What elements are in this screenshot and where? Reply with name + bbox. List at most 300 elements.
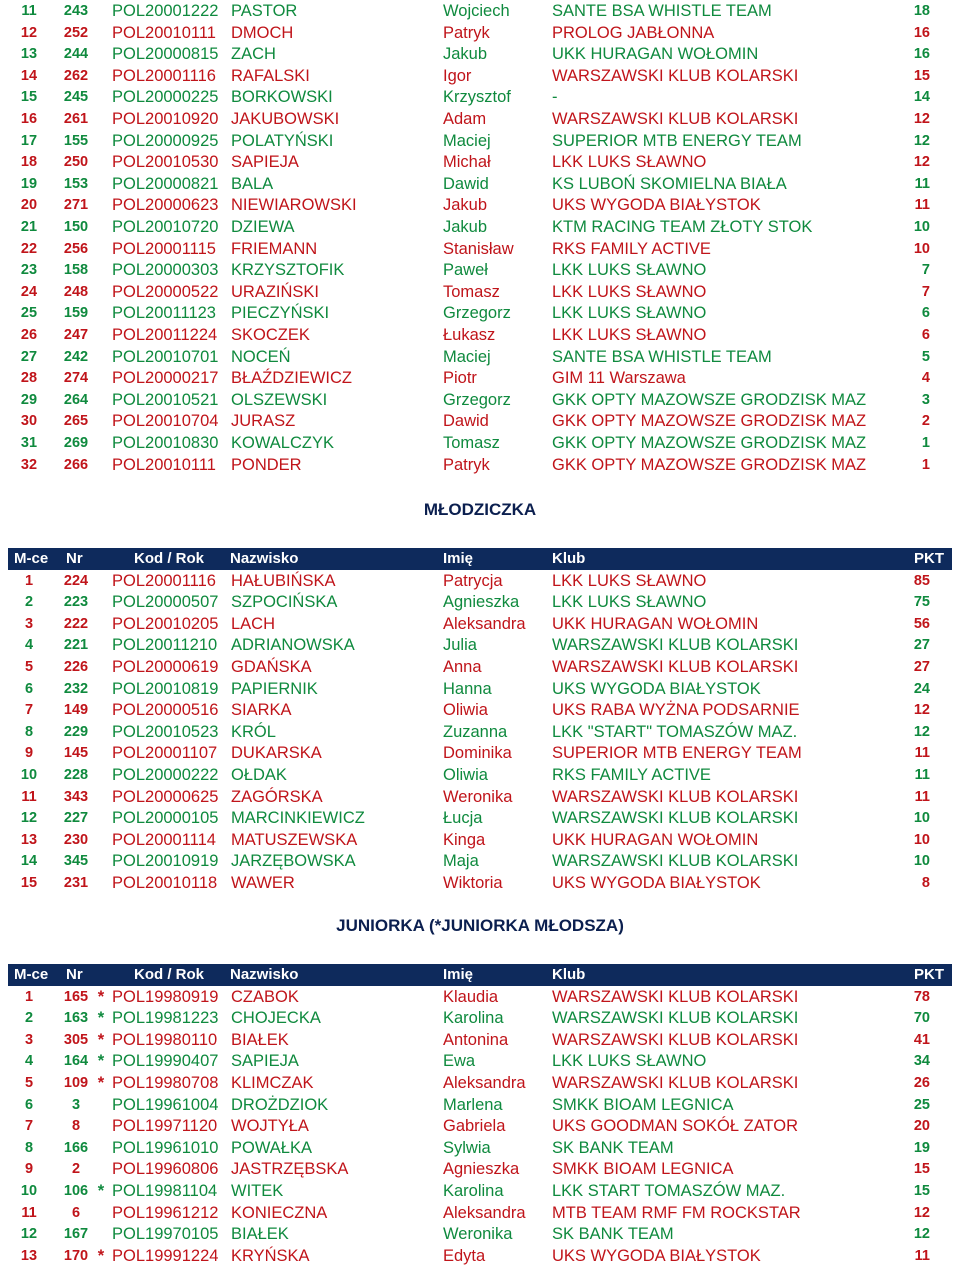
section-title: JUNIORKA (*JUNIORKA MŁODSZA)	[336, 916, 624, 935]
firstname-cell: Weronika	[443, 787, 513, 806]
place-cell: 13	[20, 1247, 38, 1264]
place-cell: 26	[20, 327, 38, 343]
place-cell: 2	[24, 594, 34, 611]
firstname-cell: Krzysztof	[443, 88, 511, 107]
surname-cell: WOJTYŁA	[231, 1117, 309, 1136]
place-cell: 10	[20, 1182, 38, 1199]
surname-cell: HAŁUBIŃSKA	[231, 571, 336, 590]
table-row	[0, 743, 960, 765]
place-cell: 30	[20, 413, 38, 430]
place-cell: 3	[24, 1031, 34, 1048]
club-cell: LKK LUKS SŁAWNO	[552, 153, 707, 172]
number-cell: 158	[63, 262, 89, 279]
number-cell: 163	[63, 1010, 89, 1027]
firstname-cell: Julia	[443, 636, 477, 655]
surname-cell: JASTRZĘBSKA	[231, 1160, 349, 1179]
code-cell: POL20010701	[112, 347, 219, 366]
code-cell: POL20001116	[112, 571, 216, 590]
firstname-cell: Oliwia	[443, 765, 488, 784]
table-row	[0, 987, 960, 1009]
place-cell: 22	[20, 240, 38, 257]
code-cell: POL20010919	[112, 852, 219, 871]
place-cell: 3	[24, 615, 34, 632]
club-cell: PROLOG JABŁONNA	[552, 23, 715, 42]
place-cell: 1	[24, 988, 34, 1005]
header-club: Klub	[552, 550, 586, 567]
code-cell: POL20001107	[112, 744, 218, 763]
table-row	[0, 808, 960, 830]
place-cell: 11	[21, 1204, 37, 1221]
surname-cell: ADRIANOWSKA	[231, 636, 355, 655]
number-cell: 150	[63, 219, 89, 235]
points-cell: 3	[921, 391, 930, 408]
junior-marker: *	[97, 1246, 105, 1265]
points-cell: 14	[913, 89, 930, 106]
number-cell: 261	[63, 111, 89, 127]
code-cell: POL19980919	[112, 987, 219, 1006]
surname-cell: SAPIEJA	[231, 153, 299, 172]
number-cell: 343	[63, 788, 89, 805]
surname-cell: DROŻDZIOK	[231, 1095, 329, 1114]
surname-cell: URAZIŃSKI	[231, 282, 320, 301]
club-cell: SK BANK TEAM	[552, 1225, 674, 1244]
table-row	[0, 1008, 960, 1030]
surname-cell: WITEK	[231, 1181, 284, 1200]
firstname-cell: Weronika	[443, 1225, 513, 1244]
points-cell: 10	[913, 219, 930, 235]
table-row	[0, 195, 960, 217]
table-row	[0, 131, 960, 153]
firstname-cell: Grzegorz	[443, 304, 511, 323]
place-cell: 9	[24, 1161, 34, 1178]
firstname-cell: Michał	[443, 153, 491, 172]
number-cell: 252	[63, 24, 89, 41]
club-cell: WARSZAWSKI KLUB KOLARSKI	[552, 1030, 799, 1049]
number-cell: 230	[63, 831, 89, 848]
surname-cell: FRIEMANN	[231, 239, 318, 258]
table-row	[0, 174, 960, 196]
number-cell: 145	[63, 745, 89, 762]
firstname-cell: Aleksandra	[443, 1203, 526, 1222]
number-cell: 6	[71, 1204, 81, 1221]
points-cell: 27	[913, 637, 930, 654]
header-surname: Nazwisko	[230, 550, 299, 567]
header-club: Klub	[552, 966, 586, 983]
table-row	[0, 390, 960, 412]
code-cell: POL20001116	[112, 66, 216, 85]
table-row	[0, 1224, 960, 1246]
number-cell: 262	[63, 67, 89, 84]
number-cell: 271	[63, 197, 89, 214]
points-cell: 70	[913, 1010, 930, 1027]
junior-marker: *	[97, 1009, 105, 1028]
code-cell: POL19961010	[112, 1138, 219, 1157]
club-cell: UKK HURAGAN WOŁOMIN	[552, 614, 759, 633]
firstname-cell: Łucja	[443, 809, 483, 828]
number-cell: 155	[63, 132, 89, 149]
number-cell: 250	[63, 154, 89, 171]
firstname-cell: Łukasz	[443, 326, 496, 344]
points-cell: 2	[921, 413, 930, 430]
place-cell: 11	[21, 3, 37, 19]
number-cell: 264	[63, 391, 89, 408]
club-cell: WARSZAWSKI KLUB KOLARSKI	[552, 1073, 799, 1092]
points-cell: 12	[913, 702, 930, 719]
surname-cell: BIAŁEK	[231, 1030, 289, 1049]
club-cell: GKK OPTY MAZOWSZE GRODZISK MAZ	[552, 434, 867, 452]
table-row	[0, 368, 960, 390]
surname-cell: LACH	[231, 614, 276, 633]
number-cell: 8	[71, 1118, 81, 1135]
surname-cell: KRYŃSKA	[231, 1246, 310, 1265]
points-cell: 8	[921, 874, 930, 891]
header-number: Nr	[66, 966, 83, 983]
firstname-cell: Aleksandra	[443, 614, 526, 633]
surname-cell: BIAŁEK	[231, 1225, 289, 1244]
code-cell: POL20010111	[112, 455, 216, 474]
club-cell: UKK HURAGAN WOŁOMIN	[552, 830, 759, 849]
place-cell: 14	[20, 853, 38, 870]
surname-cell: ZACH	[231, 45, 276, 64]
code-cell: POL20000105	[112, 809, 219, 828]
table-row	[0, 87, 960, 109]
table-row	[0, 765, 960, 787]
club-cell: UKS WYGODA BIAŁYSTOK	[552, 196, 761, 215]
firstname-cell: Edyta	[443, 1246, 486, 1265]
table-row	[0, 614, 960, 636]
firstname-cell: Maja	[443, 852, 479, 871]
points-cell: 7	[921, 262, 930, 279]
number-cell: 227	[63, 810, 89, 827]
points-cell: 26	[913, 1074, 930, 1091]
code-cell: POL20010819	[112, 679, 219, 698]
firstname-cell: Ewa	[443, 1052, 476, 1071]
number-cell: 248	[63, 283, 89, 300]
club-cell: UKK HURAGAN WOŁOMIN	[552, 45, 759, 64]
club-cell: LKK LUKS SŁAWNO	[552, 304, 707, 323]
points-cell: 34	[913, 1053, 930, 1070]
surname-cell: KOWALCZYK	[231, 434, 334, 452]
firstname-cell: Tomasz	[443, 282, 500, 301]
code-cell: POL19961212	[112, 1203, 219, 1222]
place-cell: 15	[20, 89, 38, 106]
table-row	[0, 109, 960, 131]
club-cell: LKK LUKS SŁAWNO	[552, 326, 707, 344]
code-cell: POL20000815	[112, 45, 219, 64]
place-cell: 17	[20, 132, 38, 149]
firstname-cell: Patrycja	[443, 571, 503, 590]
club-cell: WARSZAWSKI KLUB KOLARSKI	[552, 852, 799, 871]
code-cell: POL19981104	[112, 1181, 218, 1200]
firstname-cell: Oliwia	[443, 701, 488, 720]
club-cell: SUPERIOR MTB ENERGY TEAM	[552, 131, 802, 150]
club-cell: GKK OPTY MAZOWSZE GRODZISK MAZ	[552, 455, 867, 474]
firstname-cell: Maciej	[443, 347, 491, 366]
code-cell: POL20001222	[112, 2, 219, 20]
table-row	[0, 700, 960, 722]
table-row	[0, 23, 960, 45]
points-cell: 1	[921, 456, 930, 473]
number-cell: 170	[63, 1247, 89, 1264]
number-cell: 242	[63, 348, 89, 365]
surname-cell: MATUSZEWSKA	[231, 830, 358, 849]
points-cell: 7	[921, 283, 930, 300]
firstname-cell: Maciej	[443, 131, 491, 150]
firstname-cell: Karolina	[443, 1181, 504, 1200]
number-cell: 247	[63, 327, 89, 343]
points-cell: 75	[913, 594, 930, 611]
code-cell: POL19980110	[112, 1030, 218, 1049]
club-cell: MTB TEAM RMF FM ROCKSTAR	[552, 1203, 801, 1222]
points-cell: 15	[913, 67, 930, 84]
number-cell: 226	[63, 658, 89, 675]
code-cell: POL20000619	[112, 657, 219, 676]
number-cell: 265	[63, 413, 89, 430]
code-cell: POL20011224	[112, 326, 218, 344]
header-number: Nr	[66, 550, 83, 567]
table-row	[0, 325, 960, 347]
code-cell: POL20010205	[112, 614, 219, 633]
firstname-cell: Piotr	[443, 369, 477, 388]
club-cell: UKS RABA WYŻNA PODSARNIE	[552, 701, 800, 720]
club-cell: GKK OPTY MAZOWSZE GRODZISK MAZ	[552, 390, 867, 409]
code-cell: POL20000507	[112, 593, 219, 612]
firstname-cell: Hanna	[443, 679, 492, 698]
points-cell: 15	[913, 1182, 930, 1199]
table-row	[0, 1, 960, 23]
junior-marker: *	[97, 1181, 105, 1200]
firstname-cell: Adam	[443, 110, 487, 128]
table-row	[0, 303, 960, 325]
firstname-cell: Dominika	[443, 744, 512, 763]
place-cell: 4	[24, 637, 34, 654]
club-cell: WARSZAWSKI KLUB KOLARSKI	[552, 110, 799, 128]
surname-cell: RAFALSKI	[231, 66, 310, 85]
club-cell: LKK LUKS SŁAWNO	[552, 571, 707, 590]
club-cell: WARSZAWSKI KLUB KOLARSKI	[552, 809, 799, 828]
table-row	[0, 571, 960, 593]
surname-cell: NIEWIAROWSKI	[231, 196, 357, 215]
number-cell: 266	[63, 456, 89, 473]
header-place: M-ce	[14, 966, 49, 983]
points-cell: 5	[921, 348, 930, 365]
place-cell: 4	[24, 1053, 34, 1070]
surname-cell: JARZĘBOWSKA	[231, 852, 356, 871]
place-cell: 23	[20, 262, 38, 279]
points-cell: 6	[921, 305, 930, 322]
firstname-cell: Paweł	[443, 261, 488, 280]
code-cell: POL19960806	[112, 1160, 219, 1179]
firstname-cell: Jakub	[443, 218, 488, 236]
surname-cell: PONDER	[231, 455, 302, 474]
club-cell: WARSZAWSKI KLUB KOLARSKI	[552, 987, 799, 1006]
number-cell: 149	[63, 702, 89, 719]
place-cell: 27	[20, 348, 38, 365]
place-cell: 31	[20, 435, 38, 451]
points-cell: 19	[913, 1139, 930, 1156]
place-cell: 12	[20, 810, 38, 827]
club-cell: UKS WYGODA BIAŁYSTOK	[552, 873, 761, 892]
place-cell: 5	[24, 1074, 34, 1091]
points-cell: 25	[913, 1096, 930, 1113]
code-cell: POL19961004	[112, 1095, 219, 1114]
club-cell: LKK START TOMASZÓW MAZ.	[552, 1181, 786, 1200]
number-cell: 222	[63, 615, 89, 632]
points-cell: 1	[921, 435, 930, 451]
firstname-cell: Tomasz	[443, 434, 500, 452]
surname-cell: CZABOK	[231, 987, 299, 1006]
table-row	[0, 635, 960, 657]
club-cell: KTM RACING TEAM ZŁOTY STOK	[552, 218, 813, 236]
number-cell: 345	[63, 853, 89, 870]
header-surname: Nazwisko	[230, 966, 299, 983]
table-row	[0, 1159, 960, 1181]
surname-cell: POWAŁKA	[231, 1138, 312, 1157]
header-firstname: Imię	[443, 550, 474, 567]
code-cell: POL20010530	[112, 153, 219, 172]
code-cell: POL20000623	[112, 196, 219, 215]
surname-cell: SAPIEJA	[231, 1052, 299, 1071]
firstname-cell: Jakub	[443, 196, 488, 215]
table-row	[0, 217, 960, 239]
club-cell: SK BANK TEAM	[552, 1138, 674, 1157]
points-cell: 56	[913, 615, 930, 632]
club-cell: UKS WYGODA BIAŁYSTOK	[552, 1246, 761, 1265]
points-cell: 11	[914, 766, 930, 783]
place-cell: 6	[24, 1096, 34, 1113]
number-cell: 153	[63, 175, 89, 192]
club-cell: GKK OPTY MAZOWSZE GRODZISK MAZ	[552, 412, 867, 431]
club-cell: RKS FAMILY ACTIVE	[552, 239, 711, 258]
club-cell: WARSZAWSKI KLUB KOLARSKI	[552, 657, 799, 676]
code-cell: POL20001115	[112, 239, 216, 258]
table-row	[0, 411, 960, 433]
code-cell: POL20001114	[112, 830, 216, 849]
surname-cell: SKOCZEK	[231, 326, 310, 344]
code-cell: POL19971120	[112, 1117, 218, 1136]
surname-cell: PAPIERNIK	[231, 679, 318, 698]
table-row	[0, 455, 960, 477]
table-row	[0, 787, 960, 809]
points-cell: 12	[913, 132, 930, 149]
code-cell: POL20000222	[112, 765, 219, 784]
number-cell: 229	[63, 723, 89, 740]
table-row	[0, 282, 960, 304]
table-row	[0, 433, 960, 455]
number-cell: 166	[63, 1139, 89, 1156]
points-cell: 18	[913, 3, 930, 19]
code-cell: POL19991224	[112, 1246, 219, 1265]
number-cell: 231	[63, 874, 89, 891]
points-cell: 12	[913, 1204, 930, 1221]
place-cell: 10	[20, 766, 38, 783]
club-cell: SMKK BIOAM LEGNICA	[552, 1160, 734, 1179]
place-cell: 8	[24, 1139, 34, 1156]
header-points: PKT	[914, 550, 944, 567]
place-cell: 32	[20, 456, 38, 473]
surname-cell: JURASZ	[231, 412, 296, 431]
number-cell: 305	[63, 1031, 89, 1048]
points-cell: 16	[913, 24, 930, 41]
header-points: PKT	[914, 966, 944, 983]
surname-cell: OLSZEWSKI	[231, 390, 328, 409]
place-cell: 2	[24, 1010, 34, 1027]
place-cell: 24	[20, 283, 38, 300]
table-row	[0, 152, 960, 174]
points-cell: 12	[913, 154, 930, 171]
club-cell: WARSZAWSKI KLUB KOLARSKI	[552, 66, 799, 85]
firstname-cell: Antonina	[443, 1030, 509, 1049]
club-cell: WARSZAWSKI KLUB KOLARSKI	[552, 1009, 799, 1028]
place-cell: 12	[20, 24, 38, 41]
number-cell: 221	[63, 637, 89, 654]
surname-cell: CHOJECKA	[231, 1009, 321, 1028]
club-cell: LKK LUKS SŁAWNO	[552, 593, 707, 612]
code-cell: POL20000522	[112, 282, 219, 301]
place-cell: 20	[20, 197, 38, 214]
club-cell: RKS FAMILY ACTIVE	[552, 765, 711, 784]
place-cell: 21	[20, 219, 38, 235]
table-row	[0, 1116, 960, 1138]
table-row	[0, 657, 960, 679]
table-row	[0, 66, 960, 88]
club-cell: UKS GOODMAN SOKÓŁ ZATOR	[552, 1117, 799, 1136]
code-cell: POL20011210	[112, 636, 218, 655]
table-row	[0, 1095, 960, 1117]
surname-cell: KRZYSZTOFIK	[231, 261, 345, 280]
points-cell: 11	[914, 788, 930, 805]
points-cell: 11	[914, 197, 930, 214]
place-cell: 14	[20, 67, 38, 84]
place-cell: 19	[20, 175, 38, 192]
table-row	[0, 1030, 960, 1052]
place-cell: 9	[24, 745, 34, 762]
club-cell: WARSZAWSKI KLUB KOLARSKI	[552, 636, 799, 655]
number-cell: 228	[63, 766, 89, 783]
number-cell: 3	[71, 1096, 81, 1113]
junior-marker: *	[97, 1073, 105, 1092]
points-cell: 27	[913, 658, 930, 675]
header-code: Kod / Rok	[134, 966, 204, 983]
place-cell: 18	[20, 154, 38, 171]
surname-cell: WAWER	[231, 873, 295, 892]
place-cell: 8	[24, 723, 34, 740]
place-cell: 1	[24, 572, 34, 589]
club-cell: LKK "START" TOMASZÓW MAZ.	[552, 722, 798, 741]
surname-cell: BŁAŹDZIEWICZ	[231, 369, 353, 388]
number-cell: 167	[63, 1226, 89, 1243]
club-cell: WARSZAWSKI KLUB KOLARSKI	[552, 787, 799, 806]
surname-cell: SZPOCIŃSKA	[231, 593, 338, 612]
firstname-cell: Klaudia	[443, 987, 499, 1006]
firstname-cell: Stanisław	[443, 239, 514, 258]
surname-cell: OŁDAK	[231, 765, 287, 784]
points-cell: 6	[921, 327, 930, 343]
place-cell: 12	[20, 1226, 38, 1243]
place-cell: 15	[20, 874, 38, 891]
section-title: MŁODZICZKA	[423, 500, 537, 519]
firstname-cell: Gabriela	[443, 1117, 506, 1136]
table-row	[0, 830, 960, 852]
table-row	[0, 873, 960, 895]
code-cell: POL19980708	[112, 1073, 219, 1092]
points-cell: 20	[913, 1118, 930, 1135]
code-cell: POL20000225	[112, 88, 219, 107]
surname-cell: DMOCH	[231, 23, 294, 42]
place-cell: 7	[24, 702, 34, 719]
number-cell: 232	[63, 680, 89, 697]
firstname-cell: Marlena	[443, 1095, 503, 1114]
